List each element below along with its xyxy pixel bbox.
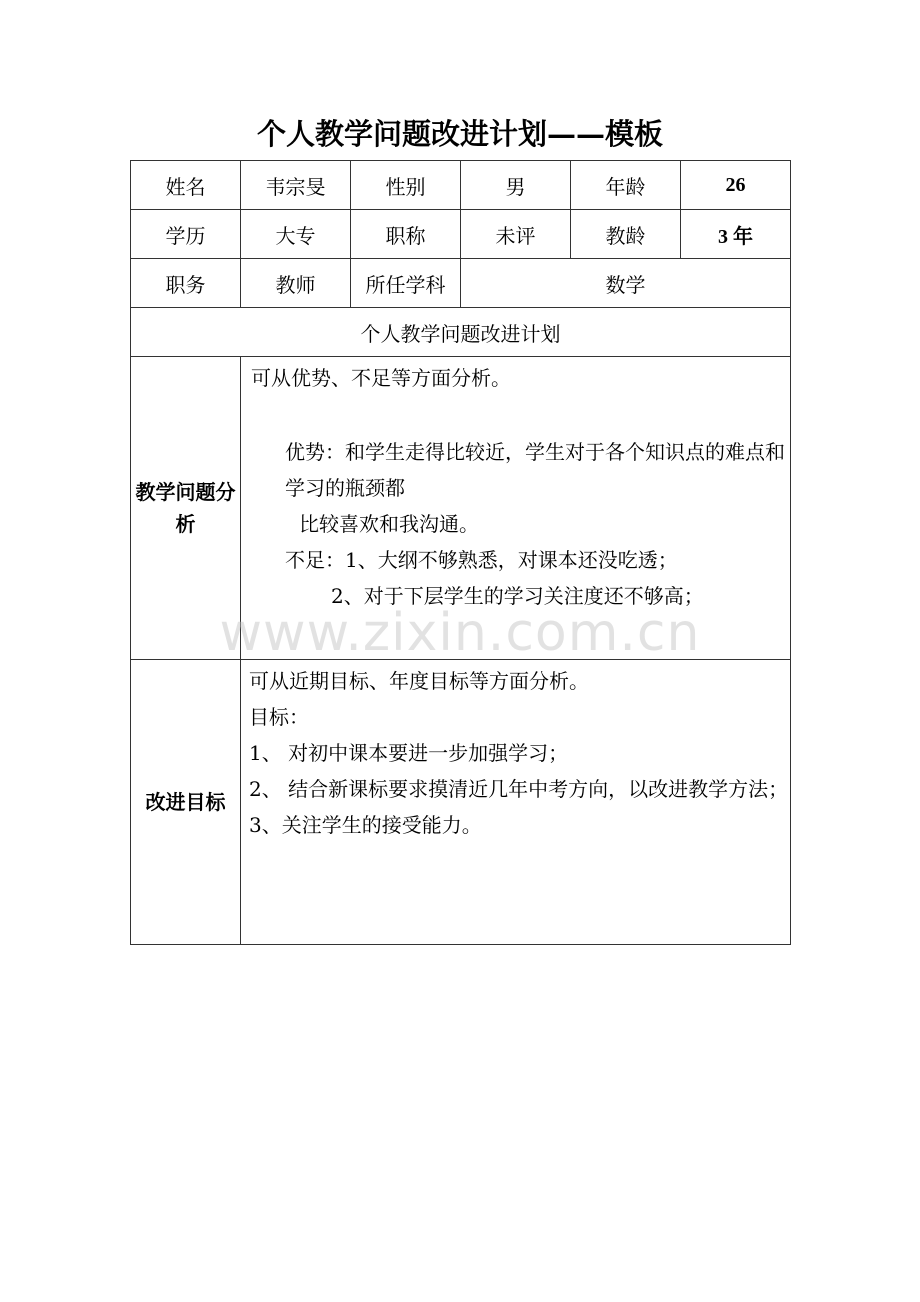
plan-heading: 个人教学问题改进计划 (131, 308, 791, 357)
gender-value: 男 (461, 161, 571, 210)
info-row-3 (131, 259, 791, 308)
analysis-label-line1: 教学问题分 (135, 480, 236, 504)
gender-label: 性别 (351, 161, 461, 210)
goals-heading: 目标： (249, 705, 309, 729)
plan-table (130, 160, 791, 945)
professional-title-label: 职称 (351, 210, 461, 259)
strength-line-2: 比较喜欢和我沟通。 (299, 512, 479, 536)
subject-label: 所任学科 (351, 259, 461, 308)
info-row-1 (131, 161, 791, 210)
name-label: 姓名 (131, 161, 241, 210)
plan-heading-row (131, 308, 791, 357)
name-value: 韦宗旻 (241, 161, 351, 210)
goal-item-3: 3、关注学生的接受能力。 (249, 813, 482, 837)
goal-item-2: 2、 结合新课标要求摸清近几年中考方向，以改进教学方法； (249, 777, 789, 801)
teaching-years-value: 3 年 (681, 210, 791, 259)
education-value: 大专 (241, 210, 351, 259)
goals-label: 改进目标 (131, 660, 241, 945)
analysis-label-line2: 析 (175, 512, 196, 536)
page-title: 个人教学问题改进计划——模板 (256, 117, 663, 151)
position-label: 职务 (131, 259, 241, 308)
analysis-content (241, 357, 791, 660)
teaching-years-label: 教龄 (571, 210, 681, 259)
position-value: 教师 (241, 259, 351, 308)
weakness-line-2: 2、对于下层学生的学习关注度还不够高； (331, 584, 704, 608)
strength-line-1: 优势：和学生走得比较近，学生对于各个知识点的难点和学习的瓶颈都 (285, 440, 785, 500)
education-label: 学历 (131, 210, 241, 259)
analysis-label (131, 357, 241, 660)
age-value: 26 (681, 161, 791, 210)
weakness-line-1: 不足：1、大纲不够熟悉，对课本还没吃透； (285, 548, 678, 572)
goal-item-1: 1、 对初中课本要进一步加强学习； (249, 741, 569, 765)
info-row-2 (131, 210, 791, 259)
analysis-hint: 可从优势、不足等方面分析。 (251, 366, 511, 390)
subject-value: 数学 (461, 259, 791, 308)
goals-row (131, 660, 791, 945)
professional-title-value: 未评 (461, 210, 571, 259)
watermark: www.zixin.com.cn (219, 603, 701, 663)
age-label: 年龄 (571, 161, 681, 210)
goals-hint: 可从近期目标、年度目标等方面分析。 (249, 669, 589, 693)
goals-content (241, 660, 791, 945)
analysis-row (131, 357, 791, 660)
